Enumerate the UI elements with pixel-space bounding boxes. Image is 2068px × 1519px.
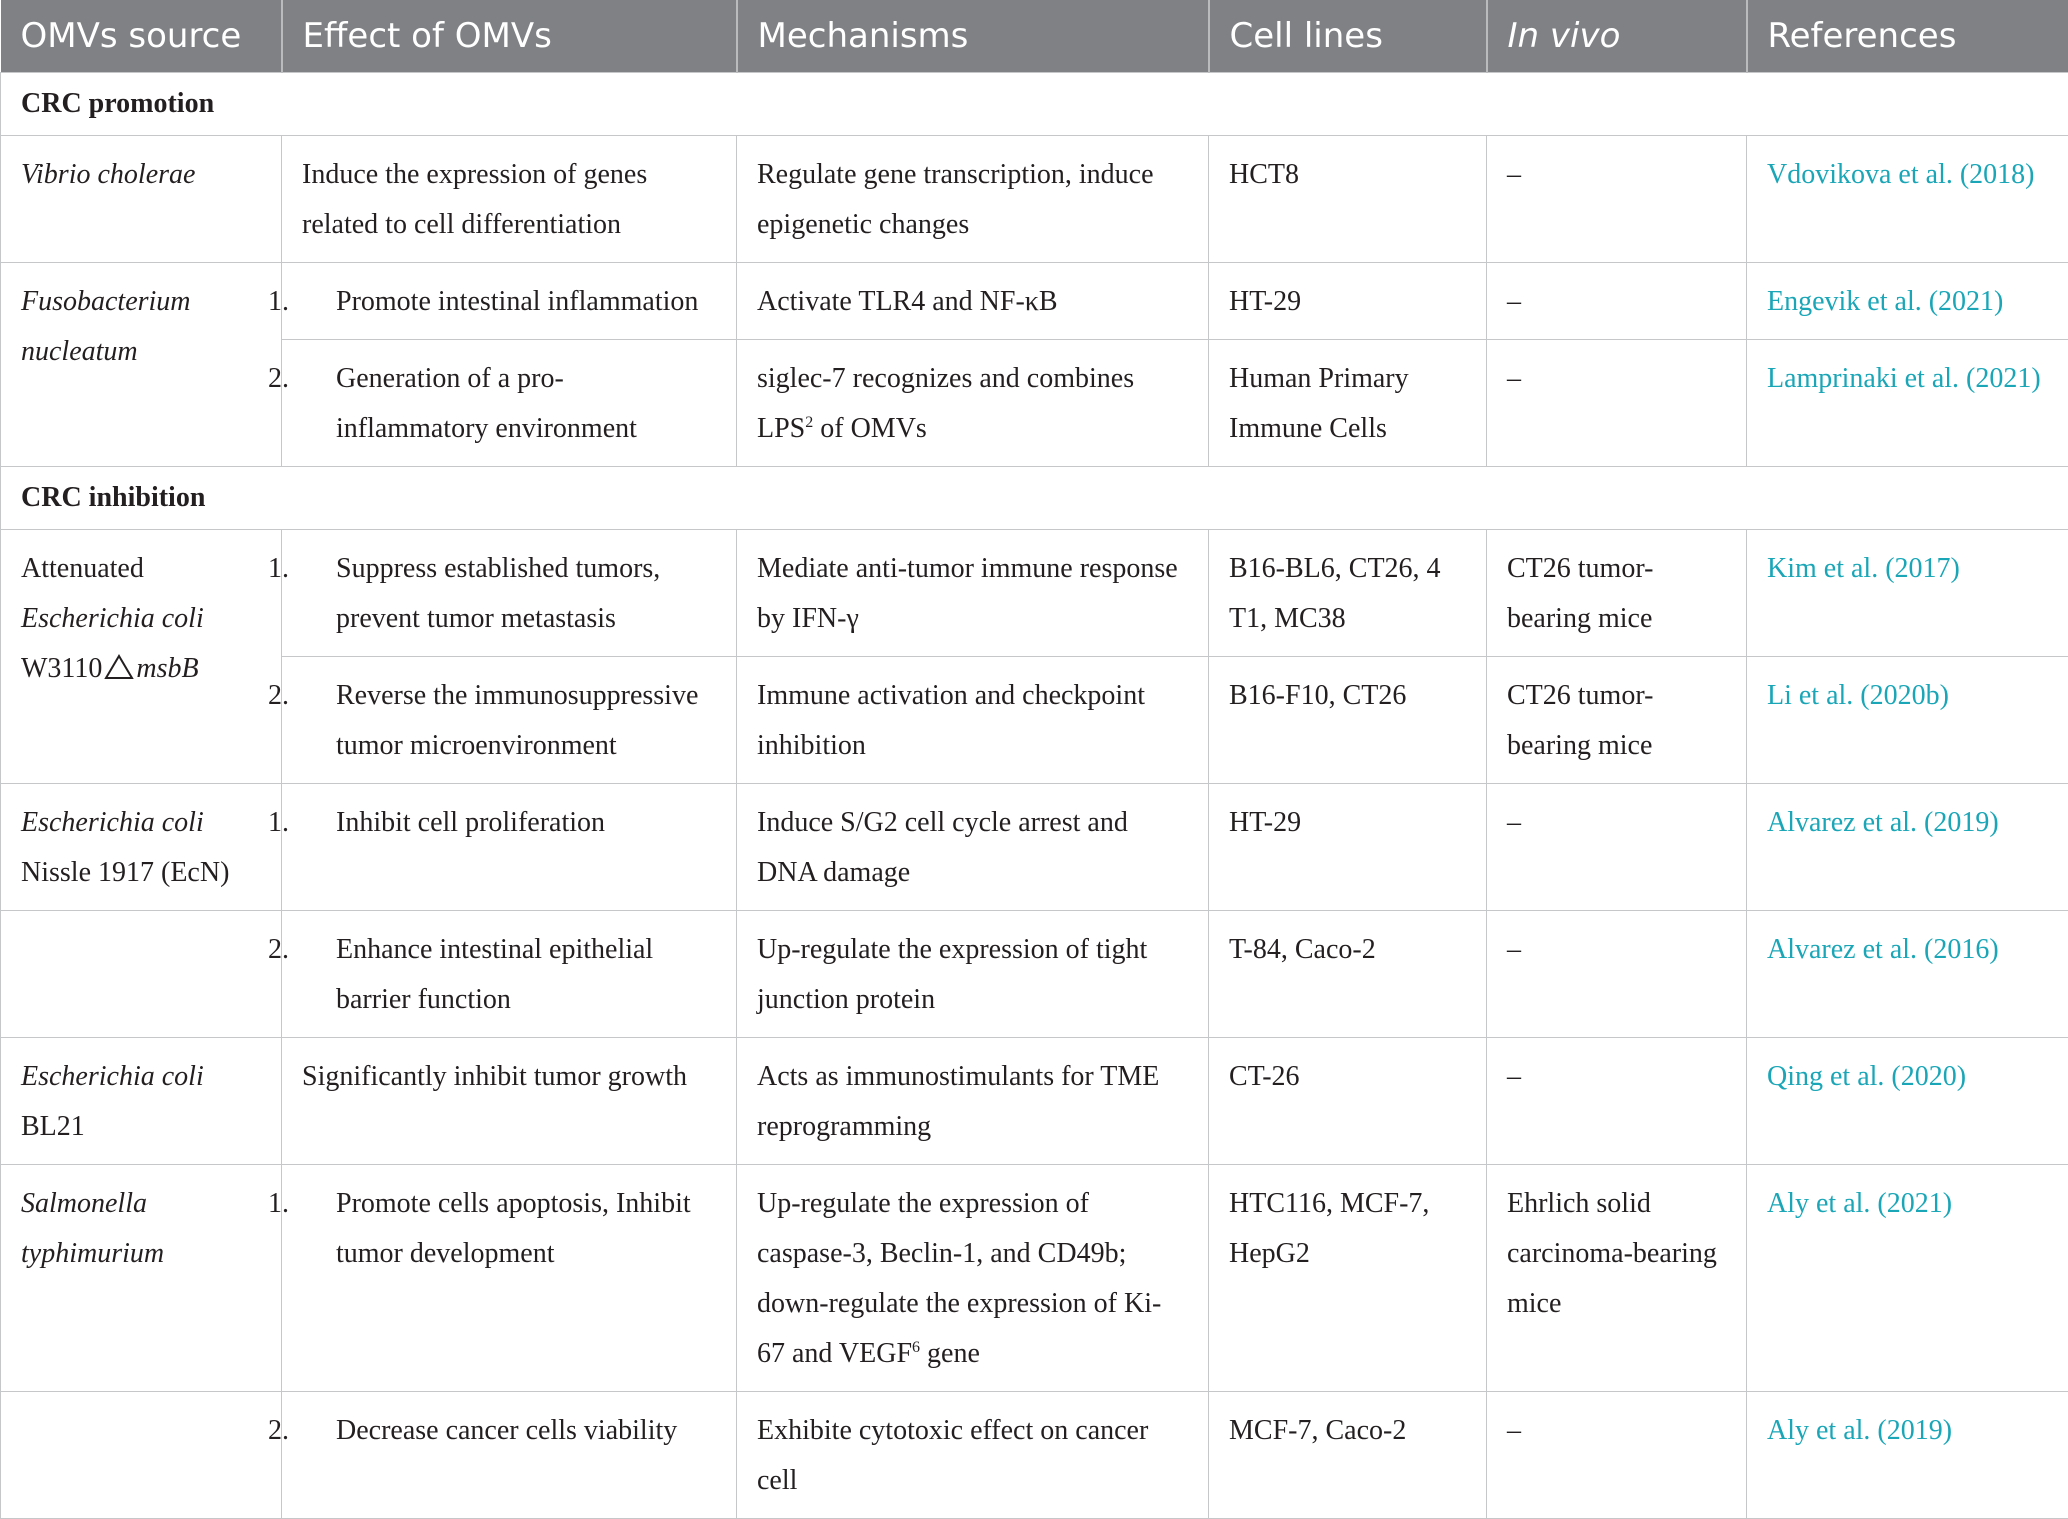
section-title: CRC promotion [1, 73, 2068, 136]
effect-text: Suppress established tumors, prevent tumor metastasis [336, 553, 660, 634]
effect-cell [282, 1165, 737, 1392]
mechanism-cell: Acts as immunostimulants for TME reprogramming [737, 1038, 1209, 1165]
in-vivo-cell: – [1487, 340, 1747, 467]
reference-link[interactable]: Engevik et al. (2021) [1747, 263, 2068, 340]
cell-lines-cell: Human Primary Immune Cells [1209, 340, 1487, 467]
table-row [1, 340, 2068, 467]
source-cell: Vibrio cholerae [1, 136, 282, 263]
source-mutation: msbB [136, 653, 198, 684]
header-mechanisms: Mechanisms [737, 0, 1209, 73]
cell-lines-cell: T-84, Caco-2 [1209, 911, 1487, 1038]
reference-link[interactable]: Alvarez et al. (2016) [1747, 911, 2068, 1038]
effect-cell [282, 657, 737, 784]
effect-cell [282, 530, 737, 657]
source-strain: Nissle 1917 (EcN) [21, 857, 229, 888]
source-cell [1, 530, 282, 784]
effect-text: Inhibit cell proliferation [336, 807, 605, 838]
source-cell-empty [1, 911, 282, 1038]
cell-lines-cell: HTC116, MCF-7, HepG2 [1209, 1165, 1487, 1392]
table-row [1, 530, 2068, 657]
footnote-marker: 2 [805, 414, 813, 431]
reference-link[interactable]: Alvarez et al. (2019) [1747, 784, 2068, 911]
mechanism-cell [737, 340, 1209, 467]
mechanism-cell: Up-regulate the expression of tight junction protein [737, 911, 1209, 1038]
footnote-marker: 6 [912, 1339, 920, 1356]
source-cell-empty [1, 1392, 282, 1519]
cell-lines-cell: HCT8 [1209, 136, 1487, 263]
source-cell: Fusobacterium nucleatum [1, 263, 282, 467]
item-number: 1. [302, 544, 336, 594]
source-species: Escherichia coli [21, 603, 204, 634]
source-strain: BL21 [21, 1111, 85, 1142]
item-number: 1. [302, 798, 336, 848]
effect-cell [282, 263, 737, 340]
table-row [1, 1165, 2068, 1392]
table-row [1, 1392, 2068, 1519]
header-source: OMVs source [1, 0, 282, 73]
mechanism-cell: Immune activation and checkpoint inhibition [737, 657, 1209, 784]
item-number: 2. [302, 354, 336, 404]
header-references: References [1747, 0, 2068, 73]
reference-link[interactable]: Vdovikova et al. (2018) [1747, 136, 2068, 263]
mechanism-text: siglec-7 recognizes and combines LPS [757, 363, 1134, 444]
mechanism-cell: Activate TLR4 and NF-κB [737, 263, 1209, 340]
source-cell: Salmonella typhimurium [1, 1165, 282, 1392]
triangle-icon [104, 654, 134, 680]
source-cell [1, 784, 282, 911]
mechanism-text-end: of OMVs [813, 413, 927, 444]
mechanism-cell: Induce S/G2 cell cycle arrest and DNA damage [737, 784, 1209, 911]
cell-lines-cell: B16-F10, CT26 [1209, 657, 1487, 784]
header-row [1, 0, 2068, 73]
mechanism-text-end: gene [920, 1338, 980, 1369]
effect-cell [282, 340, 737, 467]
item-number: 2. [302, 671, 336, 721]
table-row [1, 911, 2068, 1038]
section-title: CRC inhibition [1, 467, 2068, 530]
cell-lines-cell: CT-26 [1209, 1038, 1487, 1165]
mechanism-cell: Exhibite cytotoxic effect on cancer cell [737, 1392, 1209, 1519]
reference-link[interactable]: Qing et al. (2020) [1747, 1038, 2068, 1165]
cell-lines-cell: HT-29 [1209, 263, 1487, 340]
mechanism-text: Up-regulate the expression of caspase-3, Beclin-1, and CD49b; down-regulate the expression of Ki-67 and VEGF [757, 1188, 1161, 1369]
table-row [1, 263, 2068, 340]
mechanism-cell: Regulate gene transcription, induce epigenetic changes [737, 136, 1209, 263]
source-strain: W3110 [21, 653, 102, 684]
in-vivo-cell: – [1487, 263, 1747, 340]
table-row [1, 784, 2068, 911]
source-species: Escherichia coli [21, 1061, 204, 1092]
effect-text: Enhance intestinal epithelial barrier function [336, 934, 653, 1015]
mechanism-cell: Mediate anti-tumor immune response by IFN-γ [737, 530, 1209, 657]
in-vivo-cell: – [1487, 784, 1747, 911]
table-row [1, 1038, 2068, 1165]
header-effect: Effect of OMVs [282, 0, 737, 73]
effect-text: Decrease cancer cells viability [336, 1415, 677, 1446]
cell-lines-cell: B16-BL6, CT26, 4 T1, MC38 [1209, 530, 1487, 657]
effect-cell: Induce the expression of genes related to cell differentiation [282, 136, 737, 263]
source-species: Escherichia coli [21, 807, 204, 838]
item-number: 2. [302, 1406, 336, 1456]
reference-link[interactable]: Lamprinaki et al. (2021) [1747, 340, 2068, 467]
effect-text: Reverse the immunosuppressive tumor microenvironment [336, 680, 698, 761]
header-in-vivo: In vivo [1487, 0, 1747, 73]
mechanism-cell [737, 1165, 1209, 1392]
in-vivo-cell: Ehrlich solid carcinoma-bearing mice [1487, 1165, 1747, 1392]
in-vivo-cell: – [1487, 1038, 1747, 1165]
in-vivo-cell: CT26 tumor-bearing mice [1487, 657, 1747, 784]
effect-cell [282, 1392, 737, 1519]
reference-link[interactable]: Aly et al. (2019) [1747, 1392, 2068, 1519]
cell-lines-cell: HT-29 [1209, 784, 1487, 911]
effect-cell: Significantly inhibit tumor growth [282, 1038, 737, 1165]
in-vivo-cell: CT26 tumor-bearing mice [1487, 530, 1747, 657]
cell-lines-cell: MCF-7, Caco-2 [1209, 1392, 1487, 1519]
item-number: 2. [302, 925, 336, 975]
effect-cell [282, 911, 737, 1038]
effect-text: Promote cells apoptosis, Inhibit tumor development [336, 1188, 691, 1269]
effect-text: Promote intestinal inflammation [336, 286, 698, 317]
effect-text: Generation of a pro-inflammatory environment [336, 363, 637, 444]
item-number: 1. [302, 277, 336, 327]
section-row-promotion [1, 73, 2068, 136]
source-prefix: Attenuated [21, 553, 144, 584]
reference-link[interactable]: Kim et al. (2017) [1747, 530, 2068, 657]
header-cell-lines: Cell lines [1209, 0, 1487, 73]
reference-link[interactable]: Li et al. (2020b) [1747, 657, 2068, 784]
section-row-inhibition [1, 467, 2068, 530]
effect-cell [282, 784, 737, 911]
table-row [1, 657, 2068, 784]
source-cell [1, 1038, 282, 1165]
table-row [1, 136, 2068, 263]
in-vivo-cell: – [1487, 1392, 1747, 1519]
in-vivo-cell: – [1487, 136, 1747, 263]
reference-link[interactable]: Aly et al. (2021) [1747, 1165, 2068, 1392]
item-number: 1. [302, 1179, 336, 1229]
in-vivo-cell: – [1487, 911, 1747, 1038]
